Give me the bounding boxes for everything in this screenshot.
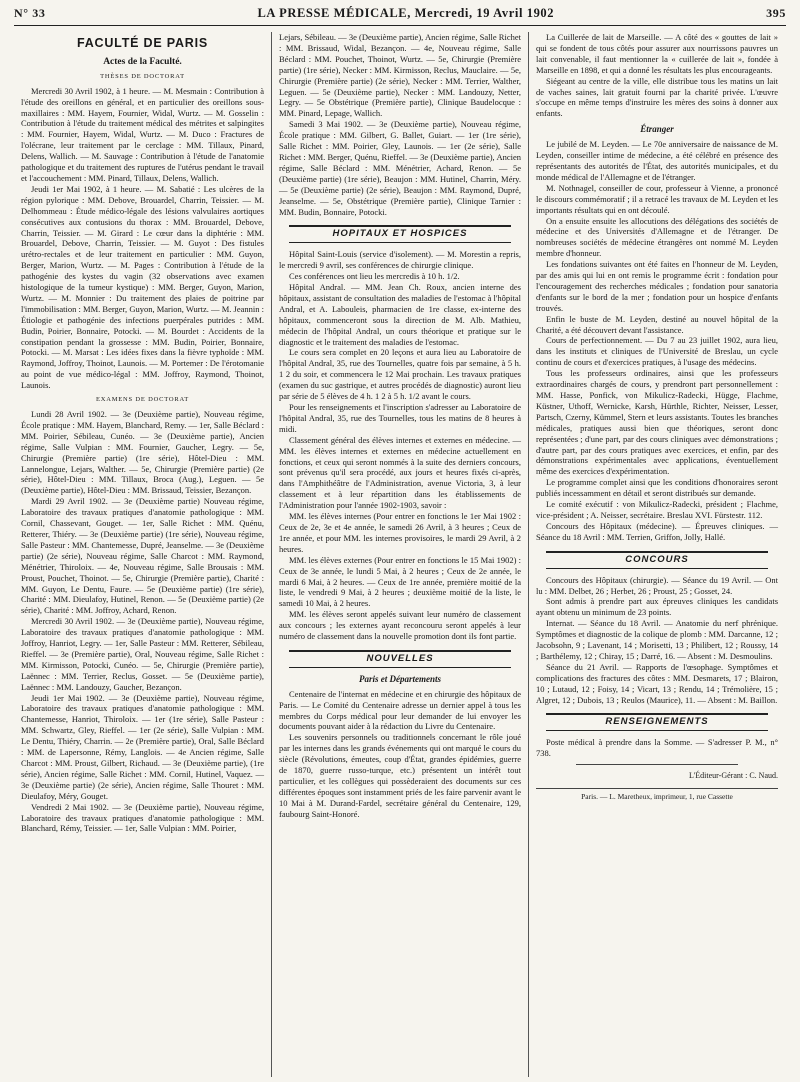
issue-number: N° 33 <box>14 6 46 20</box>
hopitaux-title: HOPITAUX ET HOSPICES <box>289 225 511 243</box>
concours-paragraph: Sont admis à prendre part aux épreuves cliniques les candidats ayant obtenu un minimum de 23 points. <box>536 596 778 618</box>
concours-title: CONCOURS <box>546 551 768 569</box>
hopitaux-paragraph: Ces conférences ont lieu les mercredis à 10 h. 1/2. <box>289 271 460 282</box>
column-2 <box>271 32 528 1077</box>
actes-title: Actes de la Faculté. <box>103 56 182 67</box>
exams-paragraph: Mercredi 30 Avril 1902. — 3e (Deuxième partie), Nouveau régime, Laboratoire des travaux pratiques d'anatomie pathologique : MM. Joffroy, Hanriot, Legry. — 1er, Salle Pasteur : MM. Retterer, Sébileau, Rieffel. — 3e (Première partie), Oral, Nouveau régime, Salle Richet : MM. Kirmisson, Potocki, Cunéo. — 5e, Chirurgie (Première partie), Laënnec : MM. Terrier, Reclus, Gosset. — 5e (Deuxième partie), Laënnec : MM. Landouzy, Gaucher, Bezançon. <box>21 616 264 692</box>
etranger-paragraph: Concours des Hôpitaux (médecine). — Épreuves cliniques. — Séance du 18 Avril : MM. Terrien, Griffon, Jolly, Hallé. <box>536 520 778 542</box>
nouvelles-paragraph: Les souvenirs personnels ou traditionnels concernant le rôle joué par les internes dans les grands événements qui ont marqué le cours du siècle (Révolutions, émeutes, coup d'État, grandes épidémies, guerre de 1870, guerre russo-turque, etc.) présentent un intérêt tout particulier, et les collègues qui possèderaient des documents sur ces différentes époques sont instamment priés de les faire parvenir avant le 10 Mai à M. Durand-Fardel, secrétaire général du Centenaire, 129, faubourg Saint-Honoré. <box>279 732 521 819</box>
etranger-paragraph: M. Nothnagel, conseiller de cour, professeur à Vienne, a prononcé le discours commémoratif ; il a retracé les travaux de M. Leyden et les importants résultats qui en ont découlé. <box>536 182 778 215</box>
concours-paragraph: Concours des Hôpitaux (chirurgie). — Séance du 19 Avril. — Ont lu : MM. Delbet, 26 ; Herbet, 26 ; Proust, 25 ; Gosset, 24. <box>536 574 778 596</box>
concours-paragraph: Internat. — Séance du 18 Avril. — Anatomie du nerf phrénique. Symptômes et diagnostic de la colique de plomb : MM. Darcanne, 12 ; Jacobsohn, 9 ; Lavenant, 14 ; Morisetti, 13 ; Philibert, 12 ; Roussy, 14 ; Barthélemy, 12 ; Chiray, 15 ; Darré, 16. — Absent : M. Desmoulins. <box>536 618 778 661</box>
exams-paragraph: Jeudi 1er Mai 1902. — 3e (Deuxième partie), Nouveau régime, Laboratoire des travaux pratiques d'anatomie pathologique : MM. Chantemesse, Hanriot, Thiroloix. — 1er (1re série), Salle Pasteur : MM. Schwartz, Gley, Rieffel. — 1er (2e série), Salle Vulpian : MM. Le Dentu, Thiéry, Charrin. — 2e (Première partie), Oral, Salle Béclard : MM. de Lapersonne, Rémy, Langlois. — 4e Ancien régime, Salle Charcot : MM. Proust, Gilbert, Richaud. — 3e (Deuxième partie), (1re série), Ancien régime, Salle Richet : MM. Cornil, Hutinel, Vaquez. — 3e (Deuxième partie) (2e série), Ancien régime, Salle Thouret : MM. Dieulafoy, Méry, Gouget. <box>21 692 264 801</box>
renseignements-paragraph: Poste médical à prendre dans la Somme. — S'adresser P. M., n° 738. <box>536 737 778 759</box>
exams-paragraph: Samedi 3 Mai 1902. — 3e (Deuxième partie), Nouveau régime, École pratique : MM. Gilbert, G. Ballet, Guiart. — 1er (1re série), Salle Richet : MM. Poirier, Gley, Launois. — 1er (2e série), Salle Richet : MM. Berger, Quénu, Rieffel. — 3e (Deuxième partie), Ancien régime, Salle Béclard : MM. Ménétrier, Achard, Renon. — 5e (Deuxième partie) (1re série), Beaujon : MM. Hutinel, Charrin, Méry. — 5e (Deuxième partie) (2e série), Beaujon : MM. Raymond, Dupré, Jeanselme. — 5e, Obstétrique (Première partie), Clinique Tarnier : MM. Budin, Bonnaire, Potocki. <box>279 119 521 217</box>
divider <box>576 764 738 765</box>
etranger-paragraph: Le programme complet ainsi que les conditions d'honoraires seront publiés incessamment en détail et seront distribués sur demande. <box>536 477 778 499</box>
concours-paragraph: Séance du 21 Avril. — Rapports de l'œsophage. Symptômes et complications des fractures des côtes : MM. Desmarets, 17 ; Blairon, 10 ; Lutaud, 12 ; Foisy, 14 ; Vicart, 13 ; Rendu, 14 ; Trémolière, 15 ; Algret, 12 ; Dubois, 13 ; Reulos (Maurice), 11. — Absent : M. Baillon. <box>536 661 778 705</box>
hopitaux-paragraph: MM. les élèves externes (Pour entrer en fonctions le 15 Mai 1902) : Ceux de 3e année, le lundi 5 Mai, à 2 heures ; Ceux de 2e année, le mardi 6 Mai, à 2 heures. — Ceux de 1re année, première moitié de la liste, le vendredi 9 Mai, à 2 heures ; deuxième moitié de la liste, le samedi 10 Mai, à 2 heures. <box>279 554 521 609</box>
nouvelles-title: NOUVELLES <box>289 650 511 668</box>
exams-paragraph: Mardi 29 Avril 1902. — 3e (Deuxième partie) Nouveau régime, Laboratoire des travaux pratiques d'anatomie pathologique : MM. Cornil, Chassevant, Gouget. — 1er, Salle Richet : MM. Quénu, Retterer, Thiéry. — 3e (Deuxième partie) (1re série), Nouveau régime, Salle Pasteur : MM. Chantemesse, Dupré, Jeanselme. — 3e (Deuxième partie) (2e série), Nouveau régime, Salle Charcot : MM. Raymond, Ménétrier, Thiroloix. — 4e, Nouveau régime, Salle Brousais : MM. Proust, Pouchet, Thoinot. — 5e, Chirurgie (Première partie), Charité : MM. Guyon, Le Dentu, Faure. — 5e (Deuxième partie) (1re série), Charité : MM. Dieulafoy, Hutinel, Renon. — 5e (Deuxième partie) (2e série), Charité : MM. Joffroy, Achard, Renon. <box>21 496 264 616</box>
hopitaux-paragraph: Le cours sera complet en 20 leçons et aura lieu au Laboratoire de l'hôpital Andral, 35, rue des Tournelles, quatre fois par semaine, à 5 h. 1 2 du soir, et commencera le 12 Mai prochain. Les travaux pratiques (examen du suc gastrique, et autres procédés de diagnostic) auront lieu par série de 5 élèves de 4 h. 1 2 à 5 h. 1/2 avant le cours. <box>279 347 521 402</box>
theses-paragraph: Mercredi 30 Avril 1902, à 1 heure. — M. Mesmain : Contribution à l'étude des oreillons en général, et en particulier des oreillons sous-maxillaires : MM. Hayem, Fournier, Widal, Wurtz. — M. Gosselin : Contribution à l'étude du traitement médical des métrites et salpingites : MM. Fournier, Hayem, Widal, Wurtz. — M. Duco : Fractures de l'olécrane, leur traitement par le cerclage : MM. Tillaux, Pinard, Delens, Wallich. — M. Sauvage : Contribution à l'étude de l'anatomie pathologique et du traitement des ruptures de l'utérus pendant le travail et l'accouchement : MM. Pinard, Tillaux, Delens, Wallich. <box>21 85 264 183</box>
etranger-paragraph: Le jubilé de M. Leyden. — Le 70e anniversaire de naissance de M. Leyden, conseiller intime de médecine, a été célébré en présence des représentants des autorités de l'État, des autorités municipales, et du monde médical de l'Allemagne et de l'étranger. <box>536 139 778 182</box>
hopitaux-paragraph: Hôpital Saint-Louis (service d'isolement). — M. Morestin a repris, le mercredi 9 avril, ses conférences de chirurgie clinique. <box>279 249 521 271</box>
exams-paragraph: Lejars, Sébileau. — 3e (Deuxième partie), Ancien régime, Salle Richet : MM. Brissaud, Widal, Bezançon. — 4e, Nouveau régime, Salle Béclard : MM. Pouchet, Thoinot, Wurtz. — 5e, Chirurgie (Première partie) (1re série), Necker : MM. Kirmisson, Reclus, Mauclaire. — 5e, Chirurgie (Première partie) (2e série), Necker : MM. Terrier, Walther, Leguen. — 5e (Deuxième partie), Necker : MM. Landouzy, Netter, Legry. — 5e Obstétrique (Première partie), Clinique Baudelocque : MM. Pinard, Lepage, Wallich. <box>279 32 521 119</box>
etranger-paragraph: Les fondations suivantes ont été faites en l'honneur de M. Leyden, par des amis qui lui en ont remis le programme écrit : fondation pour l'encouragement des recherches médicales ; fondation pour sanatoria d'enfants sur le bord de la mer ; fondation pour un hospice d'enfants trouvés. <box>536 259 778 313</box>
paris-title: Paris et Départements <box>359 673 441 684</box>
publication-title: LA PRESSE MÉDICALE, Mercredi, 19 Avril 1902 <box>257 6 555 20</box>
renseignements-title: RENSEIGNEMENTS <box>546 713 768 731</box>
column-3 <box>528 32 785 1077</box>
hopitaux-paragraph: Pour les renseignements et l'inscription s'adresser au Laboratoire de l'hôpital Andral, 35, rue des Tournelles, tous les matins de 8 heures à midi. <box>279 402 521 434</box>
news-paragraph: La Cuillerée de lait de Marseille. — A côté des « gouttes de lait » qui se fondent de tous côtés pour assurer aux nourrissons pauvres un lait convenable, il faut mentionner la « cuillerée de lait », fondée à Marseille en 1898, et qui a donné les résultats les plus encourageants. <box>536 32 778 75</box>
nouvelles-paragraph: Centenaire de l'internat en médecine et en chirurgie des hôpitaux de Paris. — Le Comité du Centenaire adresse un dernier appel à tous les membres du Corps médical pour leur demander de lui envoyer les documents pouvant aider à la rédaction du Livre du Centenaire. <box>279 688 521 732</box>
exams-paragraph: Lundi 28 Avril 1902. — 3e (Deuxième partie), Nouveau régime, École pratique : MM. Hayem, Blanchard, Remy. — 1er, Salle Béclard : MM. Poirier, Sébileau, Cunéo. — 3e (Deuxième partie), Ancien régime, Salle Vulpian : MM. Fournier, Gaucher, Legry. — 5e, Chirurgie (Première partie) (1re série), Hôtel-Dieu : MM. Lannelongue, Lejars, Walther. — 5e, Chirurgie (Première partie) (2e série), Hôtel-Dieu : MM. Tillaux, Broca (Aug.), Leguen. — 5e (Deuxième partie), Hôtel-Dieu : MM. Brissaud, Teissier, Bezançon. <box>21 409 264 496</box>
hopitaux-paragraph: MM. les élèves seront appelés suivant leur numéro de classement aux concours ; les externes ayant reconcouru seront appelés à leur numéro de classement dans la nouvelle promotion dont ils font partie. <box>279 609 521 642</box>
hopitaux-paragraph: MM. les élèves internes (Pour entrer en fonctions le 1er Mai 1902 : Ceux de 2e, 3e et 4e année, le samedi 26 Avril, à 3 heures ; Ceux de 1re année, et pour MM. les internes provisoires, le mardi 29 Avril, à 2 heures. <box>279 511 521 554</box>
hopitaux-paragraph: Classement général des élèves internes et externes en médecine. — MM. les élèves internes et externes en médecine actuellement en fonctions, et ceux qui seront nommés à la suite des derniers concours, sont prévenus qu'il sera procédé, aux jours et heures fixés ci-après, dans l'Amphithéâtre de l'Administration, avenue Victoria, 3, à leur classement et à leur répartition dans les établissements de l'Administration pour l'année 1902-1903, savoir : <box>279 434 521 511</box>
printer-line: Paris. — L. Maretheux, imprimeur, 1, rue Cassette <box>536 788 778 803</box>
etranger-paragraph: Enfin le buste de M. Leyden, destiné au nouvel hôpital de la Charité, a été découvert devant l'assistance. <box>536 313 778 335</box>
column-1 <box>14 32 271 1077</box>
hopitaux-paragraph: Hôpital Andral. — MM. Jean Ch. Roux, ancien interne des hôpitaux, assistant de consultation des maladies de l'estomac à l'hôpital Andral, et A. Labouleis, pharmacien de 1re classe, ex-interne des hôpitaux, commenceront sous la direction de M. Alb. Mathieu, médecin de l'hôpital Andral, un cours théorique et pratique sur le diagnostic et le traitement des maladies de l'estomac. <box>279 282 521 347</box>
etranger-paragraph: On a ensuite ensuite les allocutions des délégations des sociétés de médecine et des Universités d'Allemagne et de l'étranger. De nombreuses sociétés de médecine étrangères ont nommé M. Leyden membre d'honneur. <box>536 215 778 259</box>
etranger-title: Étranger <box>640 124 674 135</box>
etranger-paragraph: Cours de perfectionnement. — Du 7 au 23 juillet 1902, aura lieu, dans les instituts et cliniques de l'Université de Breslau, un cycle continu de cours et d'exercices pratiques, à l'usage des médecins. <box>536 335 778 368</box>
faculte-title: FACULTÉ DE PARIS <box>76 36 209 50</box>
editor-imprint: L'Éditeur-Gérant : C. Naud. <box>688 771 778 781</box>
news-paragraph: Siégeant au centre de la ville, elle distribue tous les matins un lait de vaches saines, lait gratuit fourni par la charité privée. L'œuvre s'occupe en même temps d'instruire les mères des soins à donner aux enfants. <box>536 75 778 119</box>
exams-paragraph: Vendredi 2 Mai 1902. — 3e (Deuxième partie), Nouveau régime, Laboratoire des travaux pratiques d'anatomie pathologique : MM. Blanchard, Rémy, Teissier. — 1er, Salle Vulpian : MM. Poirier, <box>21 801 264 834</box>
masthead <box>14 6 786 26</box>
theses-paragraph: Jeudi 1er Mai 1902, à 1 heure. — M. Sabatié : Les ulcères de la région pylorique : MM. Debove, Brouardel, Charrin, Teissier. — M. Delhommeau : Étude médico-légale des lésions valvulaires aortiques consécutives aux contusions du thorax : MM. Brouardel, Debove, Charrin, Teissier. — M. Girard : Le cœur dans la diphtérie : MM. Brouardel, Debove, Charrin, Teissier. — M. Guyot : Des fistules urétro-rectales et de leur traitement en particulier : MM. Guyon, Berger, Marion, Wurtz. — M. Pages : Contribution à l'étude de la pathogénie des kystes du vagin (32 observations avec examen histologique de la tumeur kystique) : MM. Berger, Guyon, Marion, Wurtz. — M. Monnier : Du traitement des plaies de poitrine par l'immobilisation : MM. Berger, Guyon, Marion, Wurtz. — M. Jeannin : Étiologie et pathogénie des infections puerpérales putrides : MM. Budin, Poirier, Bonnaire, Potocki. — M. Bourdet : Accidents de la constipation pendant la grossesse : MM. Budin, Poirier, Bonnaire, Potocki. — M. Marsat : Les idées fixes dans la fièvre typhoïde : MM. Raymond, Joffroy, Thoinot, Launois. — M. Portemer : De l'érotomanie au point de vue médico-légal : MM. Joffroy, Raymond, Thoinot, Launois. <box>21 183 264 391</box>
exams-heading: EXAMENS DE DOCTORAT <box>95 396 190 404</box>
etranger-paragraph: Le comité exécutif : von Mikulicz-Radecki, président ; Flachme, vice-président ; A. Neisser, secrétaire. Breslau XVI. Fürstestr. 112. <box>536 499 778 520</box>
theses-heading: THÈSES DE DOCTORAT <box>100 72 185 80</box>
etranger-paragraph: Tous les professeurs ordinaires, ainsi que les professeurs extraordinaires chargés de cours, y prendront part personnellement : MM. Hasse, Ponfick, von Mikulicz-Radecki, Hügge, Flachme, Küstner, Uthoff, Wernicke, Karsh, Hürthle, Richter, Neisser, Lesser, Partsch, Czerny, Kümmel, Stern et leurs assistants. Toutes les branches médicales, pratiques aussi bien que théoriques, seront donc représentées ; d'une part, par des cours cliniques avec démonstrations ; d'autre part, par des cours pratiques avec exercices, et enfin, par des démonstrations expérimentales avec applications, éventuellement même des exercices d'expérimentation. <box>536 368 778 477</box>
page-number: 395 <box>766 6 786 20</box>
